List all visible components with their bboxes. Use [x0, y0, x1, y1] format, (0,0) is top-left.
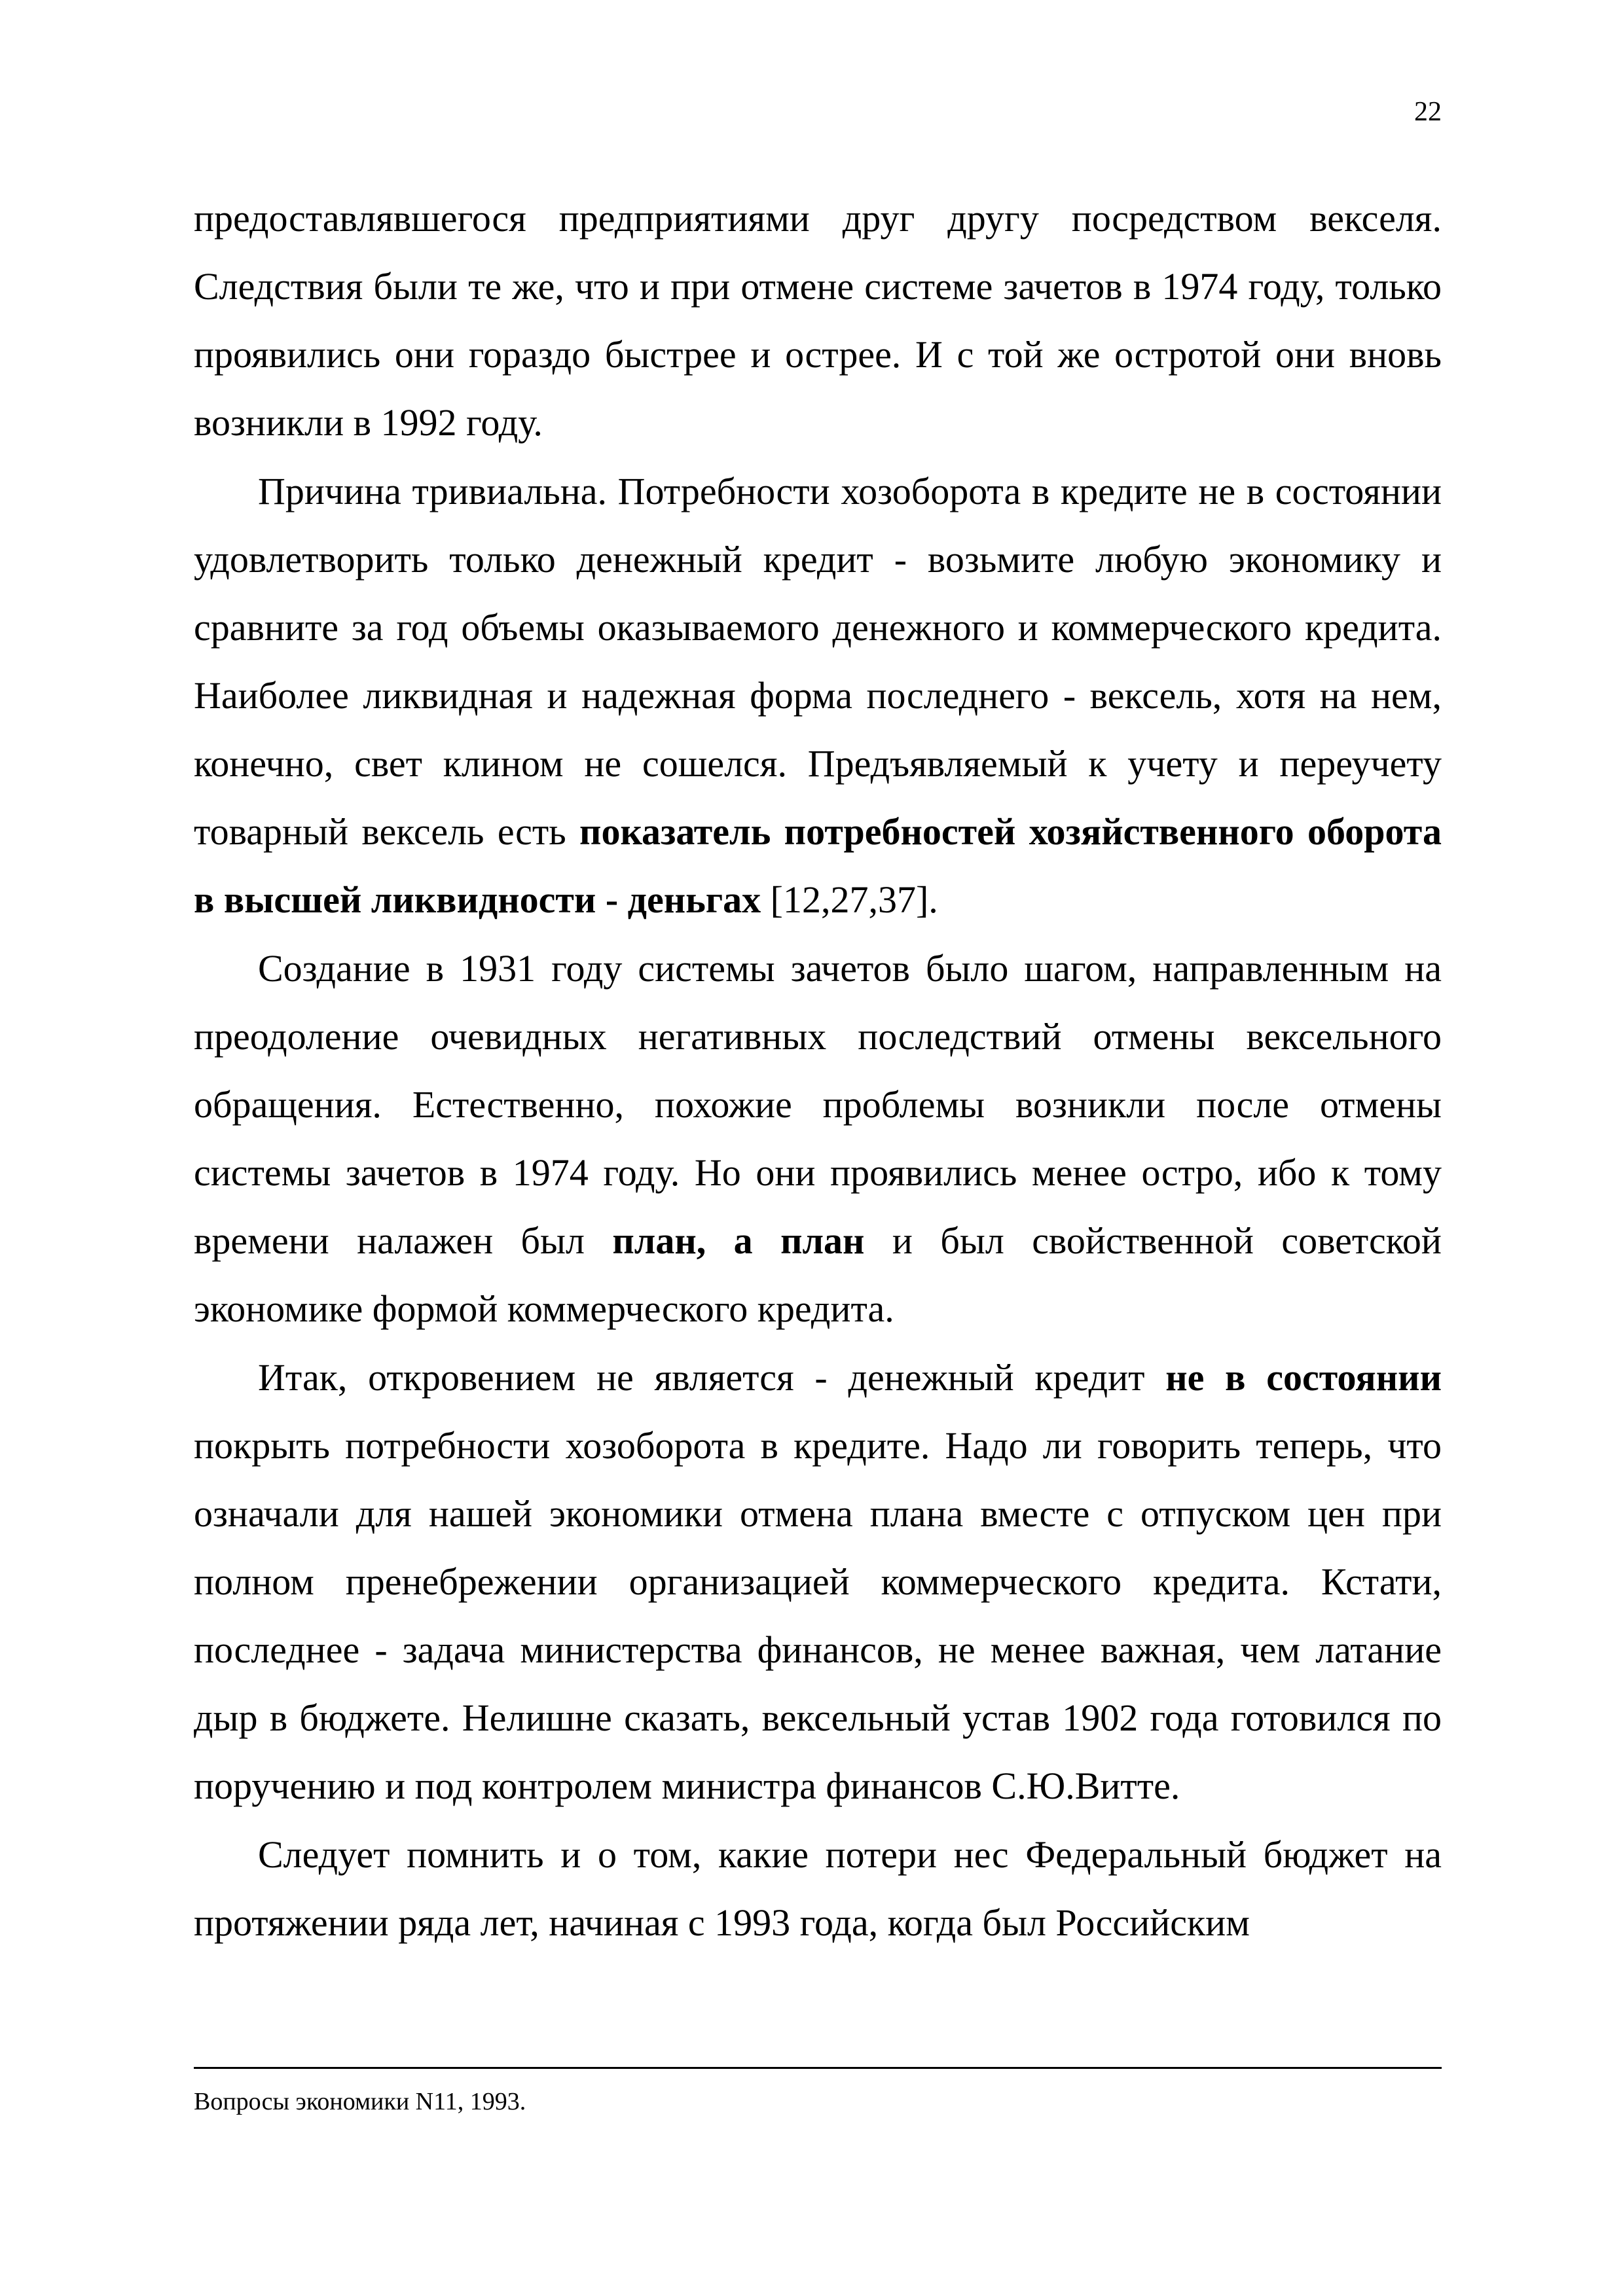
body-text — [194, 185, 1442, 1958]
paragraph-4-text-a: Итак, откровением не является - денежный кредит — [258, 1356, 1166, 1399]
paragraph-2-text-b: [12,27,37]. — [761, 878, 938, 921]
paragraph-5-text: Следует помнить и о том, какие потери нес Федеральный бюджет на протяжении ряда лет, начиная с 1993 года, когда был Российским — [194, 1833, 1442, 1944]
paragraph-1-text: предоставлявшегося предприятиями друг другу посредством векселя. Следствия были те же, что и при отмене системе зачетов в 1974 году, только проявились они гораздо быстрее и острее. И с той же остротой они вновь возникли в 1992 году. — [194, 197, 1442, 444]
paragraph-4-text-b: покрыть потребности хозоборота в кредите. Надо ли говорить теперь, что означали для нашей экономики отмена плана вместе с отпуском цен при полном пренебрежении организацией коммерческого кредита. Кстати, последнее - задача министерства финансов, не менее важная, чем латание дыр в бюджете. Нелишне сказать, вексельный устав 1902 года готовился по поручению и под контролем министра финансов С.Ю.Витте. — [194, 1424, 1442, 1807]
paragraph-2 — [194, 457, 1442, 934]
paragraph-2-text-a: Причина тривиальна. Потребности хозоборота в кредите не в состоянии удовлетворить только денежный кредит - возьмите любую экономику и сравните за год объемы оказываемого денежного и коммерческого кредита. Наиболее ликвидная и надежная форма последнего - вексель, хотя на нем, конечно, свет клином не сошелся. Предъявляемый к учету и переучету товарный вексель есть — [194, 470, 1442, 853]
paragraph-3-bold: план, а план — [612, 1219, 865, 1262]
paragraph-2-bold: показатель потребностей хозяйственного оборота в высшей ликвидности - деньгах — [194, 810, 1442, 921]
paragraph-4 — [194, 1344, 1442, 1820]
page-number: 22 — [1414, 97, 1442, 127]
paragraph-3-text-b: и был свойственной советской экономике формой коммерческого кредита. — [194, 1219, 1442, 1330]
footnote: Вопросы экономики N11, 1993. — [194, 2088, 526, 2115]
footnote-divider — [194, 2067, 1442, 2069]
paragraph-5 — [194, 1821, 1442, 1957]
paragraph-4-bold: не в состоянии — [1165, 1356, 1442, 1399]
paragraph-1 — [194, 185, 1442, 457]
paragraph-3-text-a: Создание в 1931 году системы зачетов было шагом, направленным на преодоление очевидных негативных последствий отмены вексельного обращения. Естественно, похожие проблемы возникли после отмены системы зачетов в 1974 году. Но они проявились менее остро, ибо к тому времени налажен был — [194, 947, 1442, 1262]
paragraph-3 — [194, 935, 1442, 1343]
